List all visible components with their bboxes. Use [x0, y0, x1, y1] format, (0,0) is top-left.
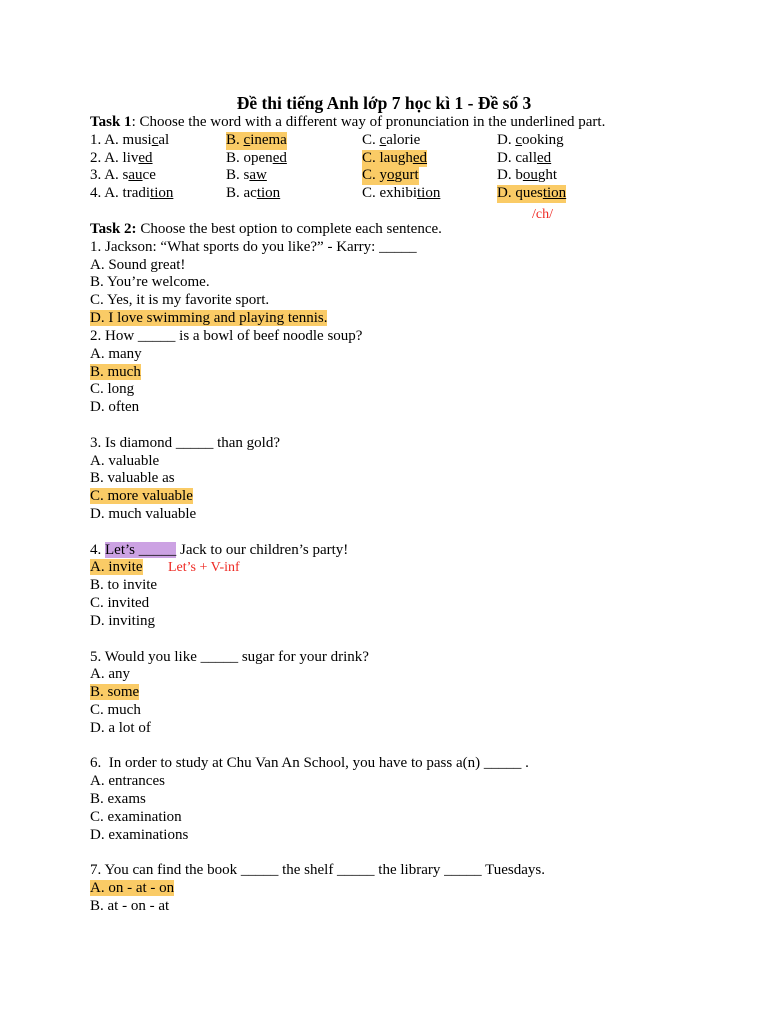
word-prefix: laugh [379, 149, 413, 166]
option-text: C. more valuable [90, 488, 193, 505]
answer-option [90, 381, 730, 399]
option-text: A. entrances [90, 773, 165, 790]
answer-option [104, 132, 169, 148]
option-letter: D. [497, 167, 512, 184]
answer-option [90, 488, 730, 506]
option-text: C. invited [90, 595, 150, 612]
option-text: D. I love swimming and playing tennis. [90, 310, 328, 327]
question-stem [90, 649, 730, 667]
task1-column-a [90, 150, 153, 168]
answer-option [90, 346, 730, 364]
option-text: B. exams [90, 791, 146, 807]
answer-option [90, 720, 730, 738]
question-block [90, 239, 730, 328]
underlined-sound: c [243, 132, 251, 148]
answer-option [104, 185, 173, 201]
question-text: Jack to our children’s party! [180, 541, 349, 558]
question-stem [90, 239, 730, 257]
answer-option [90, 666, 730, 684]
option-letter: A. [104, 149, 119, 166]
option-letter: C. [362, 132, 376, 148]
answer-option [90, 702, 730, 720]
option-letter: D. [497, 185, 512, 202]
task1-row [90, 132, 710, 150]
option-text: B. at - on - at [90, 897, 170, 914]
option-text: A. any [90, 666, 130, 683]
answer-option [90, 453, 730, 471]
question-block [90, 649, 730, 738]
answer-option [90, 274, 730, 292]
task1-row [90, 150, 710, 168]
option-letter: B. [226, 149, 240, 166]
question-text: 3. Is diamond _____ than gold? [90, 434, 280, 451]
answer-option [226, 150, 287, 168]
option-text: D. examinations [90, 826, 189, 843]
task2-label: Task 2: [90, 221, 137, 237]
underlined-sound: aw [249, 167, 267, 184]
question-block [90, 755, 730, 844]
option-text: B. valuable as [90, 470, 175, 487]
option-letter: B. [226, 132, 240, 148]
question-block [90, 862, 730, 915]
word-prefix: open [243, 149, 273, 166]
underlined-sound: tion [542, 185, 567, 202]
underlined-sound: o [387, 167, 395, 184]
answer-option [497, 167, 557, 185]
answer-option [90, 364, 730, 382]
answer-option [90, 506, 730, 524]
answer-option [90, 310, 730, 328]
answer-option [497, 150, 551, 168]
question-number: 3. [90, 167, 102, 184]
answer-option [90, 791, 730, 809]
question-stem [90, 328, 730, 346]
task2-instruction: Choose the best option to complete each sentence. [140, 221, 442, 237]
word-prefix: y [379, 167, 388, 184]
task1-column-a [90, 167, 156, 185]
task1-column-a [90, 185, 173, 203]
task1-heading [90, 113, 710, 132]
word-suffix: alorie [386, 132, 421, 148]
word-prefix: s [122, 167, 129, 184]
question-text: 2. How _____ is a bowl of beef noodle soup? [90, 327, 363, 344]
underlined-sound: tion [256, 185, 281, 202]
option-text: C. Yes, it is my favorite sport. [90, 292, 270, 309]
option-text: D. much valuable [90, 506, 197, 522]
question-text: 5. Would you like _____ sugar for your drink? [90, 648, 369, 665]
task1-row [90, 167, 710, 185]
option-text: B. some [90, 684, 140, 701]
option-text: A. Sound great! [90, 256, 186, 273]
answer-option [90, 559, 730, 577]
exam-title: Đề thi tiếng Anh lớp 7 học kì 1 - Đề số 3 [236, 93, 532, 113]
word-prefix: b [515, 167, 523, 184]
question-block [90, 328, 730, 417]
option-text: C. long [90, 381, 135, 398]
word-suffix: inema [250, 132, 287, 148]
task1-label: Task 1 [90, 114, 132, 130]
answer-option [90, 898, 730, 916]
task2-heading [90, 221, 730, 239]
option-letter: A. [104, 132, 119, 148]
underlined-sound: ou [522, 167, 538, 184]
option-text: B. You’re welcome. [90, 274, 210, 291]
word-suffix: gurt [394, 167, 419, 184]
answer-option [362, 150, 427, 168]
answer-option [90, 292, 730, 310]
underlined-sound: tion [417, 185, 441, 202]
answer-option [226, 132, 287, 150]
question-number: 1. [90, 132, 102, 148]
option-text: A. on - at - on [90, 880, 175, 897]
answer-option [104, 167, 156, 183]
option-text: A. many [90, 345, 142, 362]
question-text: 1. Jackson: “What sports do you like?” - Karry: _____ [90, 238, 417, 255]
word-prefix: tradi [122, 185, 151, 202]
task1-row [90, 185, 710, 203]
question-block [90, 435, 730, 524]
word-prefix: ques [515, 185, 543, 202]
answer-option [362, 167, 419, 185]
option-letter: B. [226, 167, 240, 184]
word-prefix: liv [122, 149, 139, 166]
answer-option [497, 132, 564, 150]
option-text: B. to invite [90, 577, 158, 594]
answer-option [90, 880, 730, 898]
answer-option [90, 577, 730, 595]
answer-option [226, 185, 280, 203]
answer-option [90, 827, 730, 845]
option-letter: D. [497, 132, 512, 148]
word-prefix: musi [122, 132, 152, 148]
answer-option [104, 150, 152, 166]
word-suffix: ght [537, 167, 558, 184]
answer-option [90, 257, 730, 275]
grammar-note: Let’s + V-inf [168, 560, 240, 576]
option-letter: C. [362, 149, 376, 166]
word-suffix: ooking [522, 132, 564, 148]
word-prefix: ac [243, 185, 257, 202]
task2-section [90, 221, 730, 916]
answer-option [90, 470, 730, 488]
answer-option [90, 595, 730, 613]
option-text: C. examination [90, 808, 182, 825]
question-block [90, 542, 730, 631]
underlined-sound: au [128, 167, 143, 184]
underlined-sound: c [379, 132, 387, 148]
word-prefix: call [515, 149, 537, 166]
underlined-sound: c [151, 132, 159, 148]
answer-option [90, 399, 730, 417]
word-prefix: s [243, 167, 250, 184]
option-letter: C. [362, 167, 376, 184]
option-text: B. much [90, 363, 141, 380]
option-text: D. often [90, 399, 140, 416]
task1-section [90, 113, 710, 203]
word-suffix: al [158, 132, 170, 148]
word-prefix: exhibi [379, 185, 418, 202]
task1-column-a [90, 132, 169, 150]
option-letter: B. [226, 185, 240, 202]
underlined-sound: ed [412, 149, 428, 166]
option-letter: A. [104, 185, 119, 202]
question-stem [90, 435, 730, 453]
option-letter: C. [362, 185, 376, 202]
underlined-sound: ed [272, 149, 287, 166]
question-number: 4. [90, 185, 102, 202]
question-text: 6. In order to study at Chu Van An School, you have to pass a(n) _____ . [90, 755, 529, 772]
option-letter: A. [104, 167, 119, 184]
question-text: 7. You can find the book _____ the shelf _____ the library _____ Tuesdays. [90, 862, 545, 879]
answer-option [226, 167, 267, 185]
underlined-sound: ed [537, 149, 552, 166]
question-stem [90, 542, 730, 560]
answer-option [90, 684, 730, 702]
underlined-sound: ed [138, 149, 153, 166]
option-text: D. inviting [90, 612, 156, 629]
task1-instruction: : Choose the word with a different way of pronunciation in the underlined part. [131, 114, 606, 130]
stem-highlight: Let’s _____ [105, 541, 177, 558]
question-stem [90, 862, 730, 880]
answer-option [90, 809, 730, 827]
question-number: 4. [90, 541, 102, 558]
option-text: C. much [90, 701, 141, 718]
question-number: 2. [90, 149, 102, 166]
option-letter: D. [497, 149, 512, 166]
answer-option [90, 773, 730, 791]
question-stem [90, 755, 730, 773]
option-text: D. a lot of [90, 719, 151, 736]
underlined-sound: tion [150, 185, 174, 202]
answer-option [362, 185, 440, 203]
word-suffix: ce [142, 167, 156, 184]
pronunciation-note: /ch/ [532, 207, 553, 222]
option-text: A. valuable [90, 452, 160, 469]
underlined-sound: c [515, 132, 523, 148]
answer-option [90, 613, 730, 631]
option-text: A. invite [90, 559, 143, 576]
answer-option [362, 132, 420, 150]
answer-option [497, 185, 566, 203]
